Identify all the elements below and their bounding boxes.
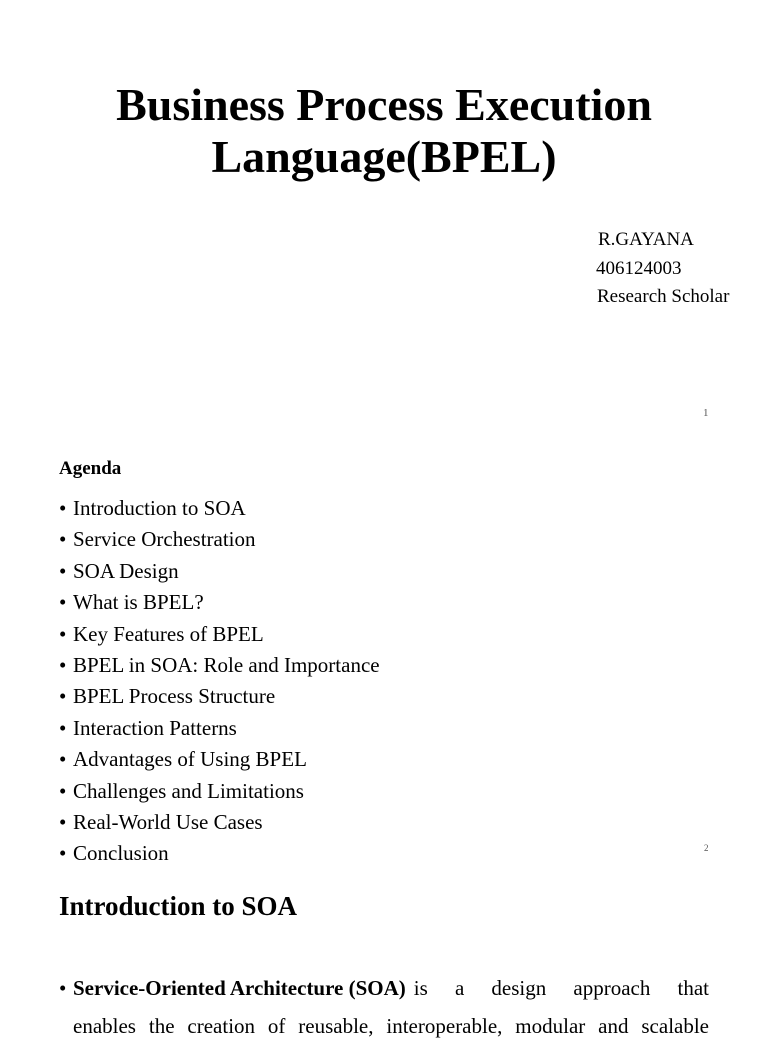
agenda-item [59,681,380,712]
agenda-item [59,650,380,681]
agenda-item [59,587,380,618]
bullet-icon: • [59,809,67,834]
page-number-1: 1 [703,407,709,419]
agenda-item-label: Challenges and Limitations [73,778,304,803]
author-id: 406124003 [596,258,682,279]
agenda-item [59,493,380,524]
bullet-icon: • [59,558,67,583]
bullet-icon: • [59,621,67,646]
agenda-item-label: Real-World Use Cases [73,809,263,834]
agenda-item-label: Introduction to SOA [73,496,246,520]
section-heading: Introduction to SOA [59,891,298,921]
bullet-icon: • [59,527,67,552]
page-number-2: 2 [704,843,709,853]
agenda-item-label: Advantages of Using BPEL [73,747,307,772]
soa-term: Service-Oriented Architecture (SOA) [73,976,406,1000]
soa-paragraph [59,970,709,1006]
agenda-item-label: Conclusion [73,841,169,866]
soa-paragraph-continuation [73,1008,709,1038]
bullet-icon: • [59,684,67,709]
agenda-item-label: Key Features of BPEL [73,621,264,646]
agenda-item [59,838,380,869]
agenda-item-label: SOA Design [73,558,179,583]
agenda-item [59,713,380,744]
bullet-icon: • [59,652,67,677]
bullet-icon: • [59,841,67,866]
agenda-heading: Agenda [59,458,122,479]
bullet-icon: • [59,747,67,772]
bullet-icon: • [59,496,67,520]
bullet-icon: • [59,976,67,1000]
bullet-icon: • [59,590,67,615]
agenda-item [59,524,380,555]
soa-description: is a design approach that [413,976,709,1000]
agenda-item-label: BPEL in SOA: Role and Importance [73,652,380,677]
agenda-item [59,744,380,775]
bullet-icon: • [59,778,67,803]
soa-paragraph-line [73,970,709,1006]
agenda-item-label: Service Orchestration [73,527,256,552]
agenda-item-label: BPEL Process Structure [73,684,276,709]
agenda-item [59,619,380,650]
slide-title-line-1: Business Process Execution [116,79,652,130]
agenda-item-label: What is BPEL? [73,590,204,615]
author-role: Research Scholar [597,286,730,307]
agenda-list [59,493,380,870]
agenda-item [59,807,380,838]
agenda-item [59,556,380,587]
slide-title-line-2: Language(BPEL) [211,131,557,182]
agenda-item-label: Interaction Patterns [73,715,237,740]
agenda-item [59,776,380,807]
author-name: R.GAYANA [598,229,694,250]
soa-paragraph-next-line: enables the creation of reusable, interoperable, modular and scalable [73,1014,709,1038]
bullet-icon: • [59,715,67,740]
